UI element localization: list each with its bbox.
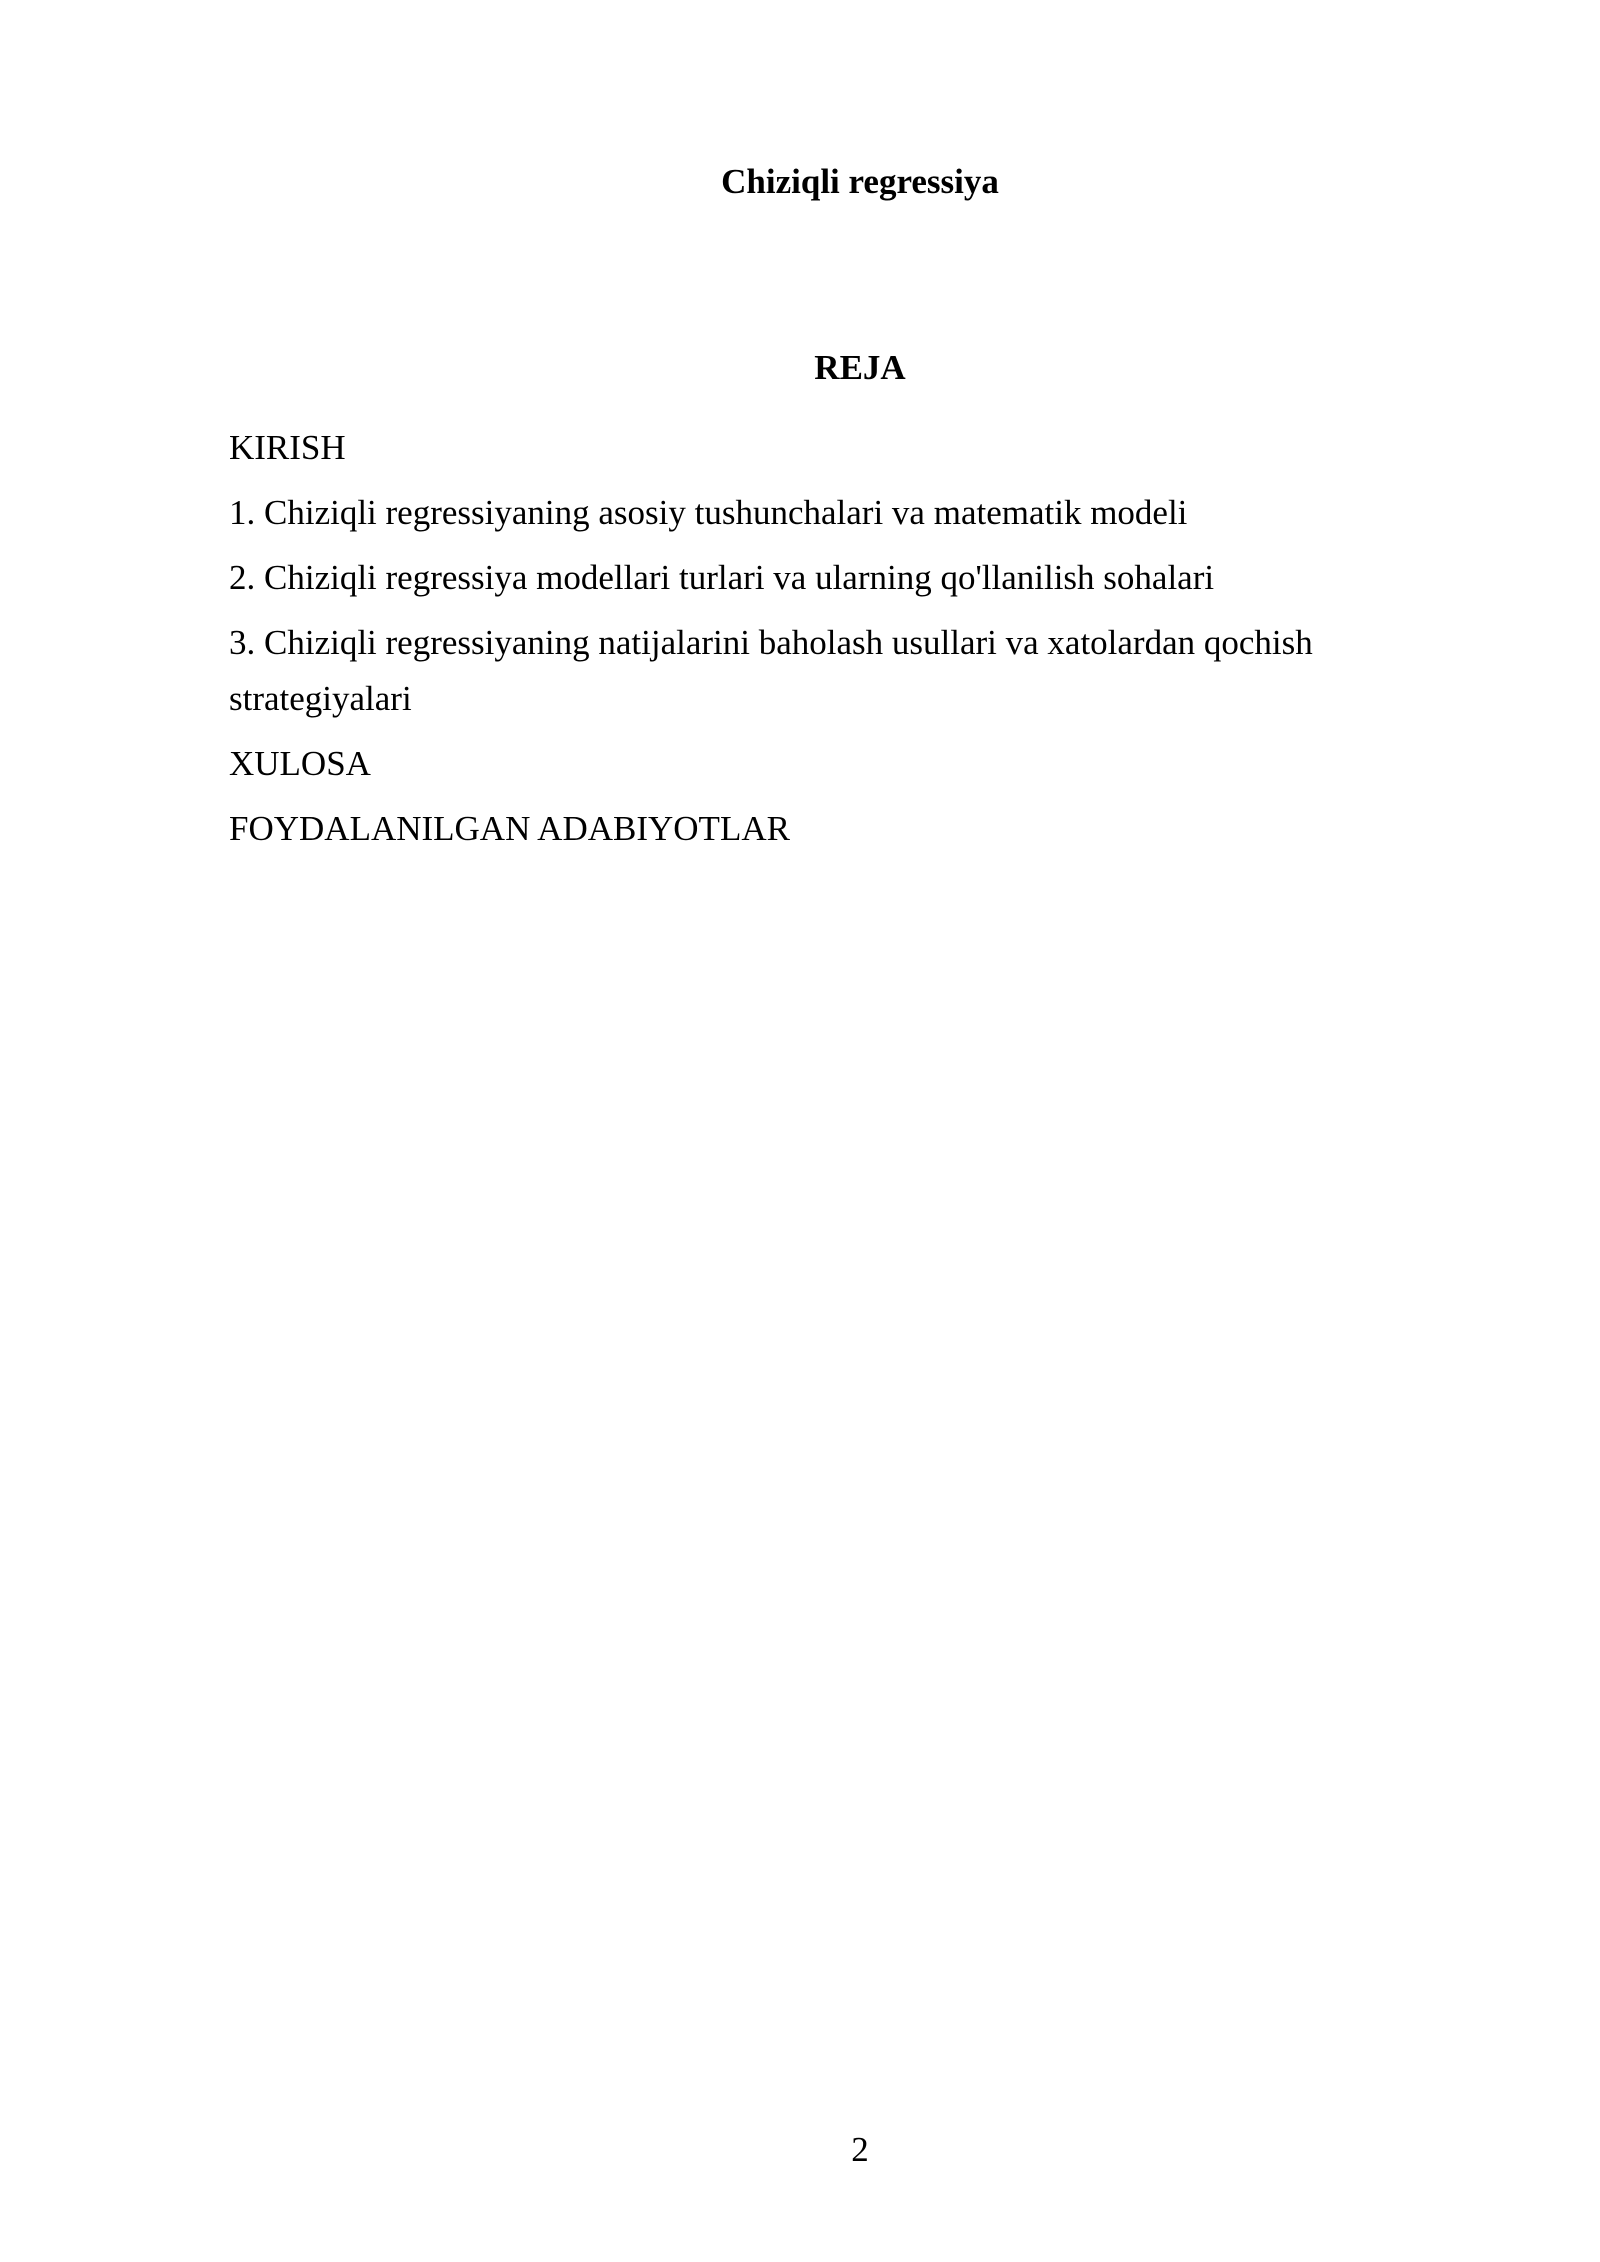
plan-item-introduction: KIRISH	[229, 428, 346, 467]
plan-heading: REJA	[814, 348, 906, 387]
document-title: Chiziqli regressiya	[721, 162, 999, 201]
plan-item-conclusion: XULOSA	[229, 744, 371, 783]
plan-item-1: 1. Chiziqli regressiyaning asosiy tushunchalari va matematik modeli	[229, 493, 1188, 532]
plan-item-2: 2. Chiziqli regressiya modellari turlari va ularning qo'llanilish sohalari	[229, 558, 1215, 597]
plan-item-references: FOYDALANILGAN ADABIYOTLAR	[229, 809, 790, 848]
plan-item-3: 3. Chiziqli regressiyaning natijalarini baholash usullari va xatolardan qochish strategiyalari	[229, 623, 1313, 718]
plan-list	[229, 420, 1409, 866]
page-number: 2	[851, 2130, 869, 2169]
